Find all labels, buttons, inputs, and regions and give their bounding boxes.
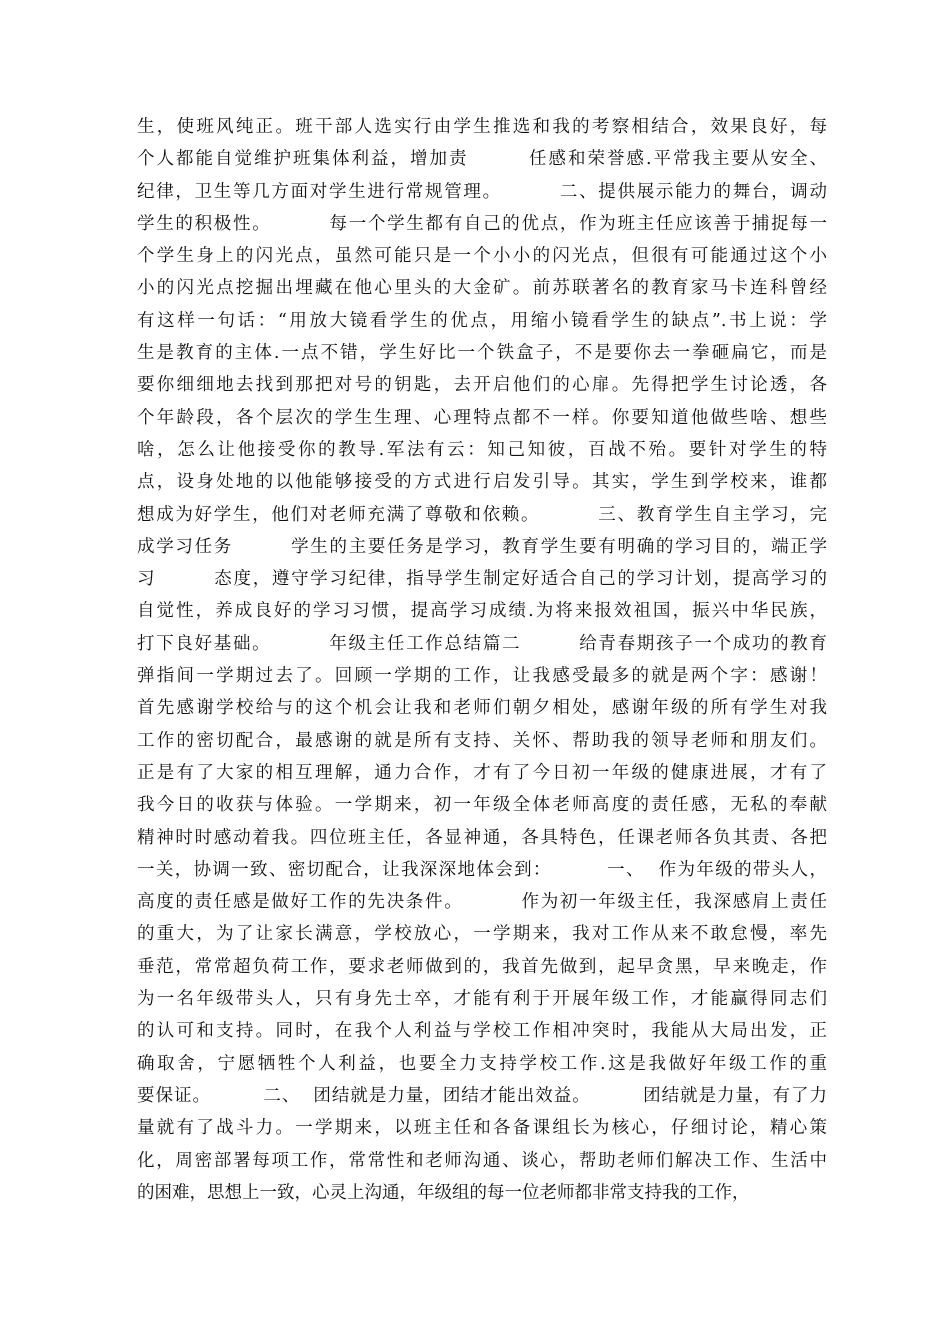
text-line: 有这样一句话：“用放大镜看学生的优点，用缩小镜看学生的缺点”.书上说：学 bbox=[137, 310, 827, 331]
text-line: 要你细细地去找到那把对号的钥匙，去开启他们的心扉。先得把学生讨论透，各 bbox=[137, 375, 827, 396]
text-line: 首先感谢学校给与的这个机会让我和老师们朝夕相处，感谢年级的所有学生对我 bbox=[137, 698, 827, 719]
text-line: 成学习任务 学生的主要任务是学习，教育学生要有明确的学习目的，端正学 bbox=[137, 536, 827, 557]
text-line: 个人都能自觉维护班集体利益，增加责 任感和荣誉感.平常我主要从安全、 bbox=[137, 149, 827, 170]
text-line: 个年龄段，各个层次的学生生理、心理特点都不一样。你要知道他做些啥、想些 bbox=[137, 407, 827, 428]
text-line: 自觉性，养成良好的学习习惯，提高学习成绩.为将来报效祖国，振兴中华民族， bbox=[137, 601, 827, 622]
text-line: 想成为好学生，他们对老师充满了尊敬和依赖。 三、教育学生自主学习，完 bbox=[137, 504, 827, 525]
text-line: 点，设身处地的以他能够接受的方式进行启发引导。其实，学生到学校来，谁都 bbox=[137, 472, 827, 493]
text-line: 我今日的收获与体验。一学期来，初一年级全体老师高度的责任感，无私的奉献 bbox=[137, 795, 827, 816]
text-line: 的认可和支持。同时，在我个人利益与学校工作相冲突时，我能从大局出发，正 bbox=[137, 1021, 827, 1042]
text-line: 习 态度，遵守学习纪律，指导学生制定好适合自己的学习计划，提高学习的 bbox=[137, 569, 827, 590]
text-line: 啥，怎么让他接受你的教导.军法有云：知己知彼，百战不殆。要针对学生的特 bbox=[137, 439, 827, 460]
text-line: 正是有了大家的相互理解，通力合作，才有了今日初一年级的健康进展，才有了 bbox=[137, 762, 827, 783]
text-line: 工作的密切配合，最感谢的就是所有支持、关怀、帮助我的领导老师和朋友们。 bbox=[137, 730, 827, 751]
text-line: 化，周密部署每项工作，常常性和老师沟通、谈心，帮助老师们解决工作、生活中 bbox=[137, 1150, 827, 1171]
text-line: 确取舍，宁愿牺牲个人利益，也要全力支持学校工作.这是我做好年级工作的重 bbox=[137, 1053, 827, 1074]
text-line: 打下良好基础。 年级主任工作总结篇二 给青春期孩子一个成功的教育 bbox=[137, 633, 827, 654]
text-line: 小的闪光点挖掘出埋藏在他心里头的大金矿。前苏联著名的教育家马卡连科曾经 bbox=[137, 278, 827, 299]
text-line: 的困难，思想上一致，心灵上沟通，年级组的每一位老师都非常支持我的工作， bbox=[137, 1182, 750, 1203]
text-line: 要保证。 二、 团结就是力量，团结才能出效益。 团结就是力量，有了力 bbox=[137, 1085, 827, 1106]
text-line: 纪律，卫生等几方面对学生进行常规管理。 二、提供展示能力的舞台，调动 bbox=[137, 181, 827, 202]
text-line: 为一名年级带头人，只有身先士卒，才能有利于开展年级工作，才能赢得同志们 bbox=[137, 989, 827, 1010]
text-line: 弹指间一学期过去了。回顾一学期的工作，让我感受最多的就是两个字：感谢！ bbox=[137, 666, 827, 687]
text-line: 垂范，常常超负荷工作，要求老师做到的，我首先做到，起早贪黑，早来晚走，作 bbox=[137, 956, 827, 977]
text-line: 一关，协调一致、密切配合，让我深深地体会到： 一、 作为年级的带头人， bbox=[137, 859, 827, 880]
text-line: 量就有了战斗力。一学期来，以班主任和各备课组长为核心，仔细讨论，精心策 bbox=[137, 1118, 827, 1139]
text-line: 个学生身上的闪光点，虽然可能只是一个小小的闪光点，但很有可能通过这个小 bbox=[137, 246, 827, 267]
text-line: 生是教育的主体.一点不错，学生好比一个铁盒子，不是要你去一拳砸扁它，而是 bbox=[137, 343, 827, 364]
text-line: 精神时时感动着我。四位班主任，各显神通，各具特色，任课老师各负其责、各把 bbox=[137, 827, 827, 848]
text-line: 的重大，为了让家长满意，学校放心，一学期来，我对工作从来不敢怠慢，率先 bbox=[137, 924, 827, 945]
text-line: 高度的责任感是做好工作的先决条件。 作为初一年级主任，我深感肩上责任 bbox=[137, 892, 827, 913]
body-text bbox=[137, 111, 827, 1209]
text-line: 学生的积极性。 每一个学生都有自己的优点，作为班主任应该善于捕捉每一 bbox=[137, 213, 827, 234]
text-line: 生，使班风纯正。班干部人选实行由学生推选和我的考察相结合，效果良好，每 bbox=[137, 117, 827, 137]
